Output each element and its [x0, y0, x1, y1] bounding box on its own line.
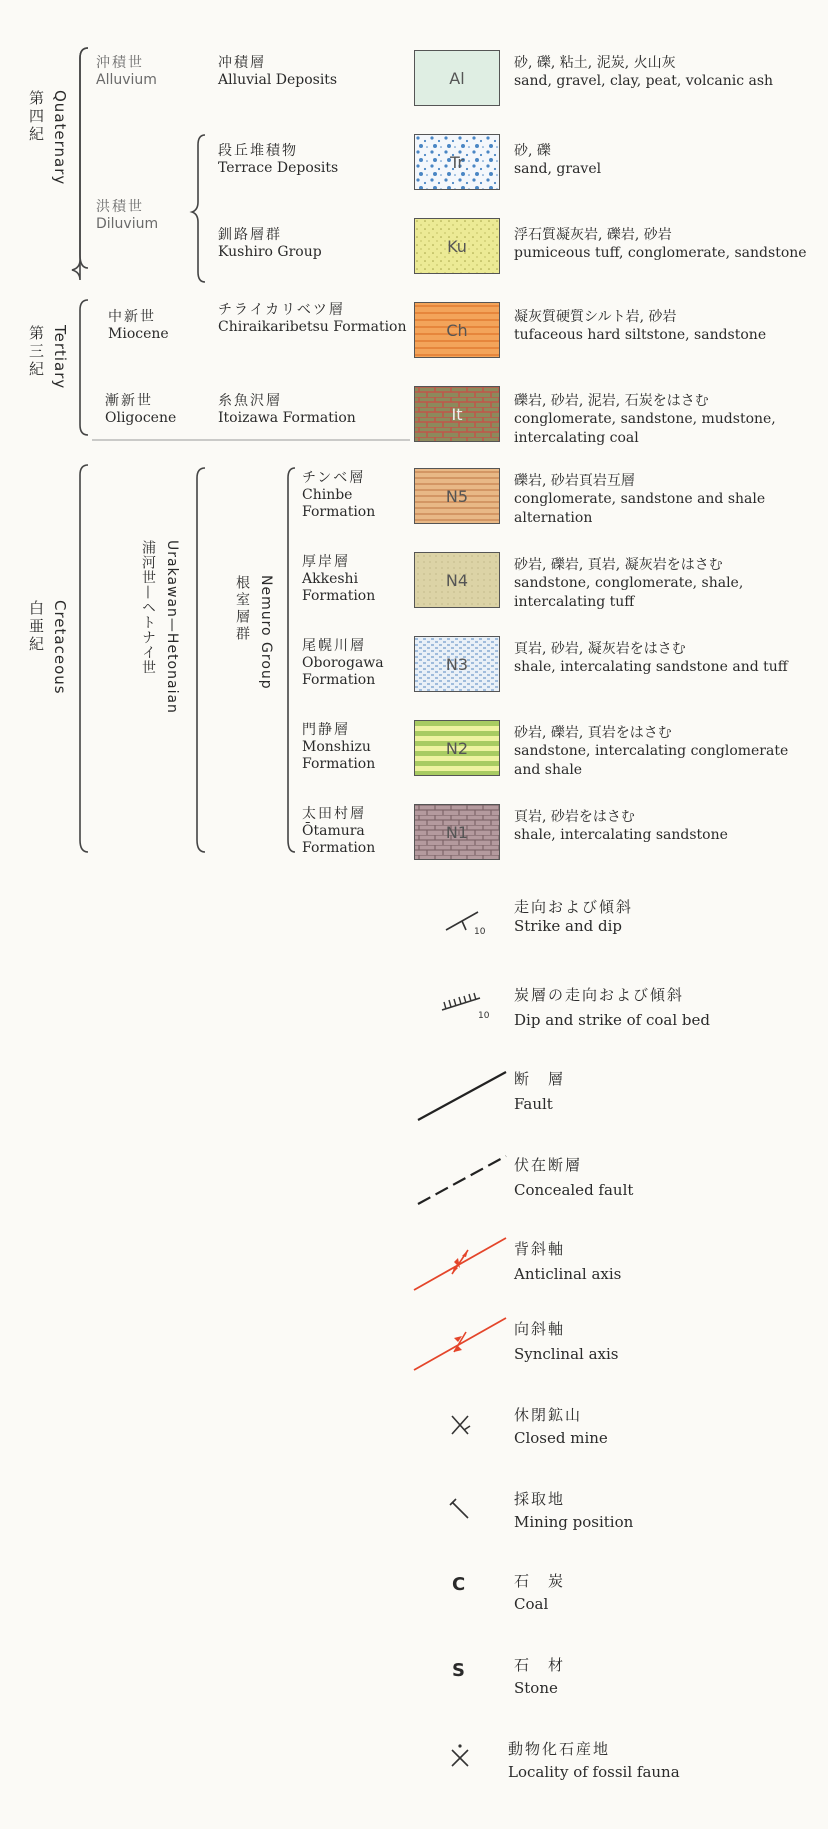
- lithology-en: shale, intercalating sandstone: [514, 827, 728, 843]
- symbol-coal: [514, 1570, 565, 1613]
- unit-name-en: Kushiro Group: [218, 244, 322, 260]
- unit-name-ja: 冲積層: [218, 55, 266, 71]
- swatch-code: It: [451, 404, 463, 424]
- symbol-en: Concealed fault: [514, 1181, 634, 1199]
- lithology-ch: [514, 306, 814, 345]
- symbol-closed-mine: [514, 1404, 608, 1447]
- series-nemuro-en: Nemuro Group: [258, 575, 274, 690]
- symbol-en: Stone: [514, 1679, 558, 1697]
- unit-name-n2: [302, 722, 412, 773]
- lithology-en: sand, gravel, clay, peat, volcanic ash: [514, 73, 774, 89]
- swatch-it: [414, 386, 500, 442]
- symbol-ja: 石 炭: [514, 1572, 566, 1590]
- series-nemuro: [232, 575, 274, 690]
- lithology-ja: 頁岩, 砂岩をはさむ: [514, 809, 635, 825]
- system-cretaceous-en: Cretaceous: [51, 600, 69, 695]
- symbol-ja: 断 層: [514, 1070, 566, 1088]
- swatch-n2: [414, 720, 500, 776]
- lithology-ja: 砂, 礫: [514, 143, 551, 159]
- series-nemuro-ja: 根室層群: [234, 575, 250, 643]
- symbol-mining-position: [514, 1488, 633, 1531]
- symbol-strike-dip: [514, 896, 633, 935]
- swatch-code: N2: [445, 738, 469, 758]
- series-alluvium-en: Alluvium: [96, 72, 157, 88]
- system-tertiary-en: Tertiary: [51, 325, 69, 390]
- unit-name-en: Monshizu Formation: [302, 739, 376, 772]
- lithology-ja: 砂岩, 礫岩, 頁岩をはさむ: [514, 725, 672, 741]
- swatch-al: [414, 50, 500, 106]
- series-oligocene-en: Oligocene: [105, 410, 177, 426]
- lithology-ja: 頁岩, 砂岩, 凝灰岩をはさむ: [514, 641, 686, 657]
- system-quaternary: [26, 90, 69, 185]
- lithology-en: shale, intercalating sandstone and tuff: [514, 659, 788, 675]
- unit-name-en: Terrace Deposits: [218, 160, 339, 176]
- unit-name-tr: [218, 140, 338, 176]
- symbol-en: Dip and strike of coal bed: [514, 1011, 710, 1029]
- series-diluvium-en: Diluvium: [96, 216, 159, 232]
- coal-letter-icon: C: [452, 1574, 466, 1595]
- series-diluvium: [96, 196, 158, 232]
- swatch-n4: [414, 552, 500, 608]
- swatch-code: Ku: [447, 236, 467, 256]
- unit-name-ja: チライカリベツ層: [218, 302, 345, 318]
- swatch-n3: [414, 636, 500, 692]
- series-alluvium-ja: 沖積世: [96, 55, 144, 71]
- system-quaternary-en: Quaternary: [51, 90, 69, 186]
- symbol-ja: 背斜軸: [514, 1240, 566, 1258]
- series-urakawan: [138, 540, 180, 714]
- lithology-ja: 砂岩, 礫岩, 頁岩, 凝灰岩をはさむ: [514, 557, 723, 573]
- unit-name-n5: [302, 470, 412, 521]
- system-quaternary-ja: 第四紀: [27, 90, 45, 144]
- lithology-en: sandstone, intercalating conglomerate and shale: [514, 743, 789, 778]
- swatch-code: Tr: [450, 152, 464, 172]
- symbol-fault: [514, 1068, 565, 1113]
- series-diluvium-ja: 洪積世: [96, 199, 144, 215]
- diluvium-bracket: [192, 135, 205, 282]
- unit-name-en: Akkeshi Formation: [302, 571, 376, 604]
- series-miocene: [108, 306, 169, 342]
- syncline-icon: [410, 1312, 510, 1376]
- unit-name-ja: 糸魚沢層: [218, 393, 282, 409]
- series-oligocene: [105, 390, 176, 426]
- svg-text:10: 10: [478, 1011, 490, 1021]
- system-tertiary: [26, 325, 69, 389]
- nemuro-bracket: [288, 468, 295, 852]
- unit-name-n1: [302, 806, 412, 857]
- concealed-fault-icon: [414, 1150, 510, 1210]
- lithology-ja: 礫岩, 砂岩頁岩互層: [514, 473, 635, 489]
- unit-name-ja: 段丘堆積物: [218, 143, 298, 159]
- swatch-n1: [414, 804, 500, 860]
- closed-mine-icon: [448, 1412, 474, 1438]
- cretaceous-bracket: [80, 465, 88, 852]
- unit-name-en: Itoizawa Formation: [218, 410, 356, 426]
- series-urakawan-en: Urakawan—Hetonaian: [164, 540, 180, 714]
- unit-name-it: [218, 390, 356, 426]
- symbol-en: Anticlinal axis: [514, 1265, 622, 1283]
- symbol-stone: [514, 1654, 565, 1697]
- fossil-icon: [446, 1742, 474, 1770]
- system-tertiary-ja: 第三紀: [27, 325, 45, 379]
- coal-bed-dip-icon: [436, 982, 506, 1022]
- lithology-en: conglomerate, sandstone, mudstone, intercalating coal: [514, 411, 776, 446]
- series-alluvium: [96, 52, 157, 88]
- lithology-en: pumiceous tuff, conglomerate, sandstone: [514, 245, 807, 261]
- unit-name-en: Chinbe Formation: [302, 487, 376, 520]
- symbol-anticline: [514, 1238, 621, 1283]
- symbol-en: Fault: [514, 1095, 553, 1113]
- unit-name-ch: [218, 302, 408, 336]
- symbol-ja: 伏在断層: [514, 1156, 583, 1174]
- svg-text:10: 10: [474, 927, 486, 937]
- unit-name-en: Chiraikaribetsu Formation: [218, 319, 407, 335]
- anticline-icon: [410, 1232, 510, 1296]
- swatch-n5: [414, 468, 500, 524]
- unit-name-en: Ōtamura Formation: [302, 823, 376, 856]
- symbol-ja: 石 材: [514, 1656, 566, 1674]
- symbol-en: Mining position: [514, 1513, 634, 1531]
- lithology-en: conglomerate, sandstone and shale alternation: [514, 491, 766, 526]
- lithology-tr: [514, 140, 814, 179]
- series-urakawan-ja: 浦河世—ヘトナイ世: [140, 540, 156, 675]
- lithology-ja: 凝灰質硬質シルト岩, 砂岩: [514, 309, 677, 325]
- symbol-ja: 走向および傾斜: [514, 898, 634, 916]
- lithology-ja: 浮石質凝灰岩, 礫岩, 砂岩: [514, 227, 672, 243]
- symbol-coal-bed-dip: [514, 984, 710, 1029]
- lithology-n4: [514, 554, 820, 612]
- urakawan-bracket: [197, 468, 205, 852]
- lithology-ku: [514, 224, 814, 263]
- symbol-fossil-fauna: [508, 1738, 680, 1781]
- unit-name-ja: 門静層: [302, 722, 350, 738]
- symbol-en: Coal: [514, 1595, 549, 1613]
- unit-name-en: Oborogawa Formation: [302, 655, 384, 688]
- swatch-code: N4: [445, 570, 469, 590]
- swatch-tr: [414, 134, 500, 190]
- symbol-en: Locality of fossil fauna: [508, 1763, 680, 1781]
- system-cretaceous-ja: 白亜紀: [27, 600, 45, 654]
- unit-name-ja: 厚岸層: [302, 554, 350, 570]
- lithology-en: tufaceous hard siltstone, sandstone: [514, 327, 767, 343]
- unit-name-al: [218, 52, 337, 88]
- lithology-n2: [514, 722, 814, 780]
- series-oligocene-ja: 漸新世: [105, 393, 153, 409]
- symbol-concealed-fault: [514, 1154, 633, 1199]
- symbol-ja: 動物化石産地: [508, 1740, 611, 1758]
- lithology-ja: 砂, 礫, 粘土, 泥炭, 火山灰: [514, 55, 676, 71]
- symbol-en: Closed mine: [514, 1429, 608, 1447]
- swatch-code: Ch: [446, 320, 468, 340]
- series-miocene-ja: 中新世: [108, 309, 156, 325]
- pick-icon: [448, 1496, 474, 1522]
- lithology-al: [514, 52, 824, 91]
- unit-name-ja: 太田村層: [302, 806, 366, 822]
- swatch-ku: [414, 218, 500, 274]
- stone-letter-icon: S: [452, 1660, 465, 1681]
- symbol-syncline: [514, 1318, 618, 1363]
- swatch-code: N1: [445, 822, 469, 842]
- quaternary-bracket: [80, 48, 88, 268]
- tertiary-bracket: [80, 300, 88, 435]
- system-cretaceous: [26, 600, 69, 695]
- lithology-n5: [514, 470, 814, 528]
- symbol-en: Synclinal axis: [514, 1345, 619, 1363]
- unit-name-ja: チンベ層: [302, 470, 366, 486]
- swatch-code: N3: [445, 654, 469, 674]
- swatch-ch: [414, 302, 500, 358]
- lithology-en: sand, gravel: [514, 161, 602, 177]
- unit-name-ku: [218, 224, 322, 260]
- lithology-it: [514, 390, 814, 448]
- unit-name-en: Alluvial Deposits: [218, 72, 338, 88]
- series-miocene-en: Miocene: [108, 326, 169, 342]
- lithology-en: sandstone, conglomerate, shale, intercalating tuff: [514, 575, 744, 610]
- lithology-ja: 礫岩, 砂岩, 泥岩, 石炭をはさむ: [514, 393, 709, 409]
- symbol-ja: 向斜軸: [514, 1320, 566, 1338]
- unit-name-ja: 釧路層群: [218, 227, 282, 243]
- symbol-ja: 休閉鉱山: [514, 1406, 583, 1424]
- symbol-ja: 炭層の走向および傾斜: [514, 986, 685, 1004]
- lithology-n3: [514, 638, 814, 677]
- symbol-en: Strike and dip: [514, 917, 622, 935]
- unit-name-ja: 尾幌川層: [302, 638, 366, 654]
- strike-dip-icon: [440, 900, 500, 940]
- unit-name-n3: [302, 638, 414, 689]
- lithology-n1: [514, 806, 814, 845]
- swatch-code: N5: [445, 486, 469, 506]
- fault-line-icon: [414, 1066, 510, 1126]
- swatch-code: Al: [449, 68, 465, 88]
- symbol-ja: 採取地: [514, 1490, 566, 1508]
- unit-name-n4: [302, 554, 412, 605]
